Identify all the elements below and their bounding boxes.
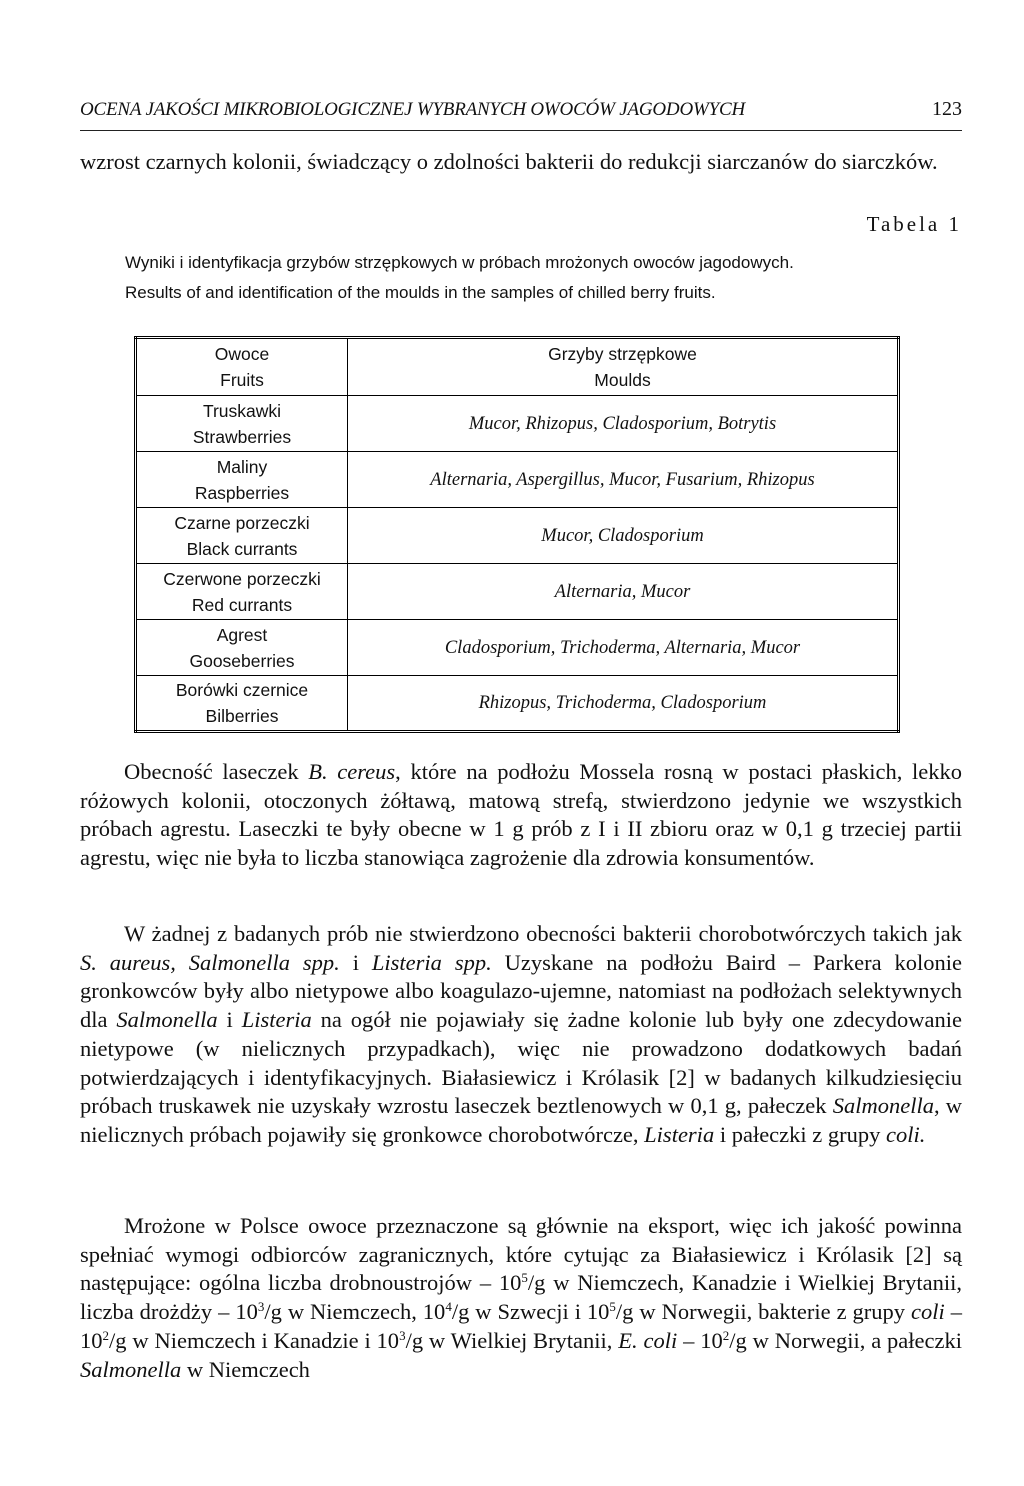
table-row xyxy=(136,564,899,620)
fruit-en: Bilberries xyxy=(205,706,279,726)
mould-cell: Mucor, Cladosporium xyxy=(348,508,899,564)
table-header-row xyxy=(136,338,899,396)
table-row xyxy=(136,676,899,732)
header-mould-en: Moulds xyxy=(594,370,651,390)
table-label: Tabela 1 xyxy=(866,212,962,236)
fruit-pl: Borówki czernice xyxy=(175,680,309,700)
header-mould-pl: Grzyby strzępkowe xyxy=(548,344,697,364)
fruit-en: Strawberries xyxy=(192,426,292,447)
moulds-table-wrapper xyxy=(134,336,900,733)
header-fruit-cell xyxy=(136,338,348,396)
running-title: OCENA JAKOŚCI MIKROBIOLOGICZNEJ WYBRANYCH OWOCÓW JAGODOWYCH xyxy=(80,99,745,120)
mould-cell: Mucor, Rhizopus, Cladosporium, Botrytis xyxy=(348,396,899,452)
mould-cell: Cladosporium, Trichoderma, Alternaria, Mucor xyxy=(348,620,899,676)
fruit-pl: Agrest xyxy=(216,624,268,645)
fruit-en: Gooseberries xyxy=(189,650,295,671)
fruit-en: Black currants xyxy=(186,538,298,559)
paragraph-pathogens: W żadnej z badanych prób nie stwierdzono obecności bakterii chorobotwórczych takich jak S. aureus, Salmonella spp. i Listeria spp. Uzyskane na podłożu Baird – Parkera kolonie gronkowców były albo nietypowe albo koagulazo-ujemne, natomiast na podłożach selektywnych dla Salmonella i Listeria na ogół nie pojawiały się żadne kolonie lub były one zdecydowanie nietypowe (w nielicznych przypadkach), więc nie prowadzono dodatkowych badań potwierdzających i identyfikacyjnych. Białasiewicz i Królasik [2] w badanych kilkudziesięciu próbach truskawek nie uzyskały wzrostu laseczek beztlenowych w 0,1 g, pałeczek Salmonella, w nielicznych próbach pojawiły się gronkowce chorobotwórcze, Listeria i pałeczki z grupy coli. xyxy=(80,921,963,1147)
fruit-en: Raspberries xyxy=(194,482,290,503)
header-mould-cell xyxy=(348,338,899,396)
running-header xyxy=(80,96,962,131)
fruit-pl: Czerwone porzeczki xyxy=(163,568,321,589)
table-row xyxy=(136,396,899,452)
table-row xyxy=(136,508,899,564)
paragraph-b-cereus: Obecność laseczek B. cereus, które na podłożu Mossela rosną w postaci płaskich, lekko różowych kolonii, otoczonych żółtawą, matową strefą, stwierdzono jedynie we wszystkich próbach agrestu. Laseczki te były obecne w 1 g prób z I i II zbioru oraz w 0,1 g trzeciej partii agrestu, więc nie była to liczba stanowiąca zagrożenie dla zdrowia konsumentów. xyxy=(80,759,962,871)
fruit-cell xyxy=(136,396,348,452)
fruit-cell xyxy=(136,452,348,508)
mould-cell: Rhizopus, Trichoderma, Cladosporium xyxy=(348,676,899,732)
fruit-en: Red currants xyxy=(191,594,293,615)
fruit-cell xyxy=(136,508,348,564)
header-fruit-pl: Owoce xyxy=(214,344,270,364)
species-name: B. cereus xyxy=(308,759,396,784)
mould-cell: Alternaria, Mucor xyxy=(348,564,899,620)
moulds-table xyxy=(134,336,900,733)
fruit-cell xyxy=(136,564,348,620)
page-number: 123 xyxy=(932,98,962,120)
caption-english: Results of and identification of the moulds in the samples of chilled berry fruits. xyxy=(125,283,716,302)
intro-paragraph: wzrost czarnych kolonii, świadczący o zdolności bakterii do redukcji siarczanów do siarczków. xyxy=(80,149,938,174)
header-fruit-en: Fruits xyxy=(220,370,264,390)
fruit-pl: Maliny xyxy=(216,456,268,477)
table-row xyxy=(136,452,899,508)
table-caption xyxy=(125,248,794,308)
fruit-pl: Czarne porzeczki xyxy=(174,512,310,533)
paragraph-export-requirements: Mrożone w Polsce owoce przeznaczone są głównie na eksport, więc ich jakość powinna spełniać wymogi odbiorców zagranicznych, które cytując za Białasiewicz i Królasik [2] są następujące: ogólna liczba drobnoustrojów – $10^5/g$ w Niemczech, Kanadzie i Wielkiej Brytanii, liczba drożdży – $10^3/g$ w Niemczech, $10^4/g$ w Szwecji i $10^5/g$ w Norwegii, bakterie z grupy coli – $10^2/g$ w Niemczech i Kanadzie i $10^3/g$ w Wielkiej Brytanii, E. coli – $10^2/g$ w Norwegii, a pałeczki Salmonella w Niemczech xyxy=(80,1213,963,1382)
fruit-cell xyxy=(136,620,348,676)
table-row xyxy=(136,620,899,676)
fruit-cell xyxy=(136,676,348,732)
mould-cell: Alternaria, Aspergillus, Mucor, Fusarium, Rhizopus xyxy=(348,452,899,508)
fruit-pl: Truskawki xyxy=(202,400,282,421)
caption-polish: Wyniki i identyfikacja grzybów strzępkowych w próbach mrożonych owoców jagodowych. xyxy=(125,253,794,272)
